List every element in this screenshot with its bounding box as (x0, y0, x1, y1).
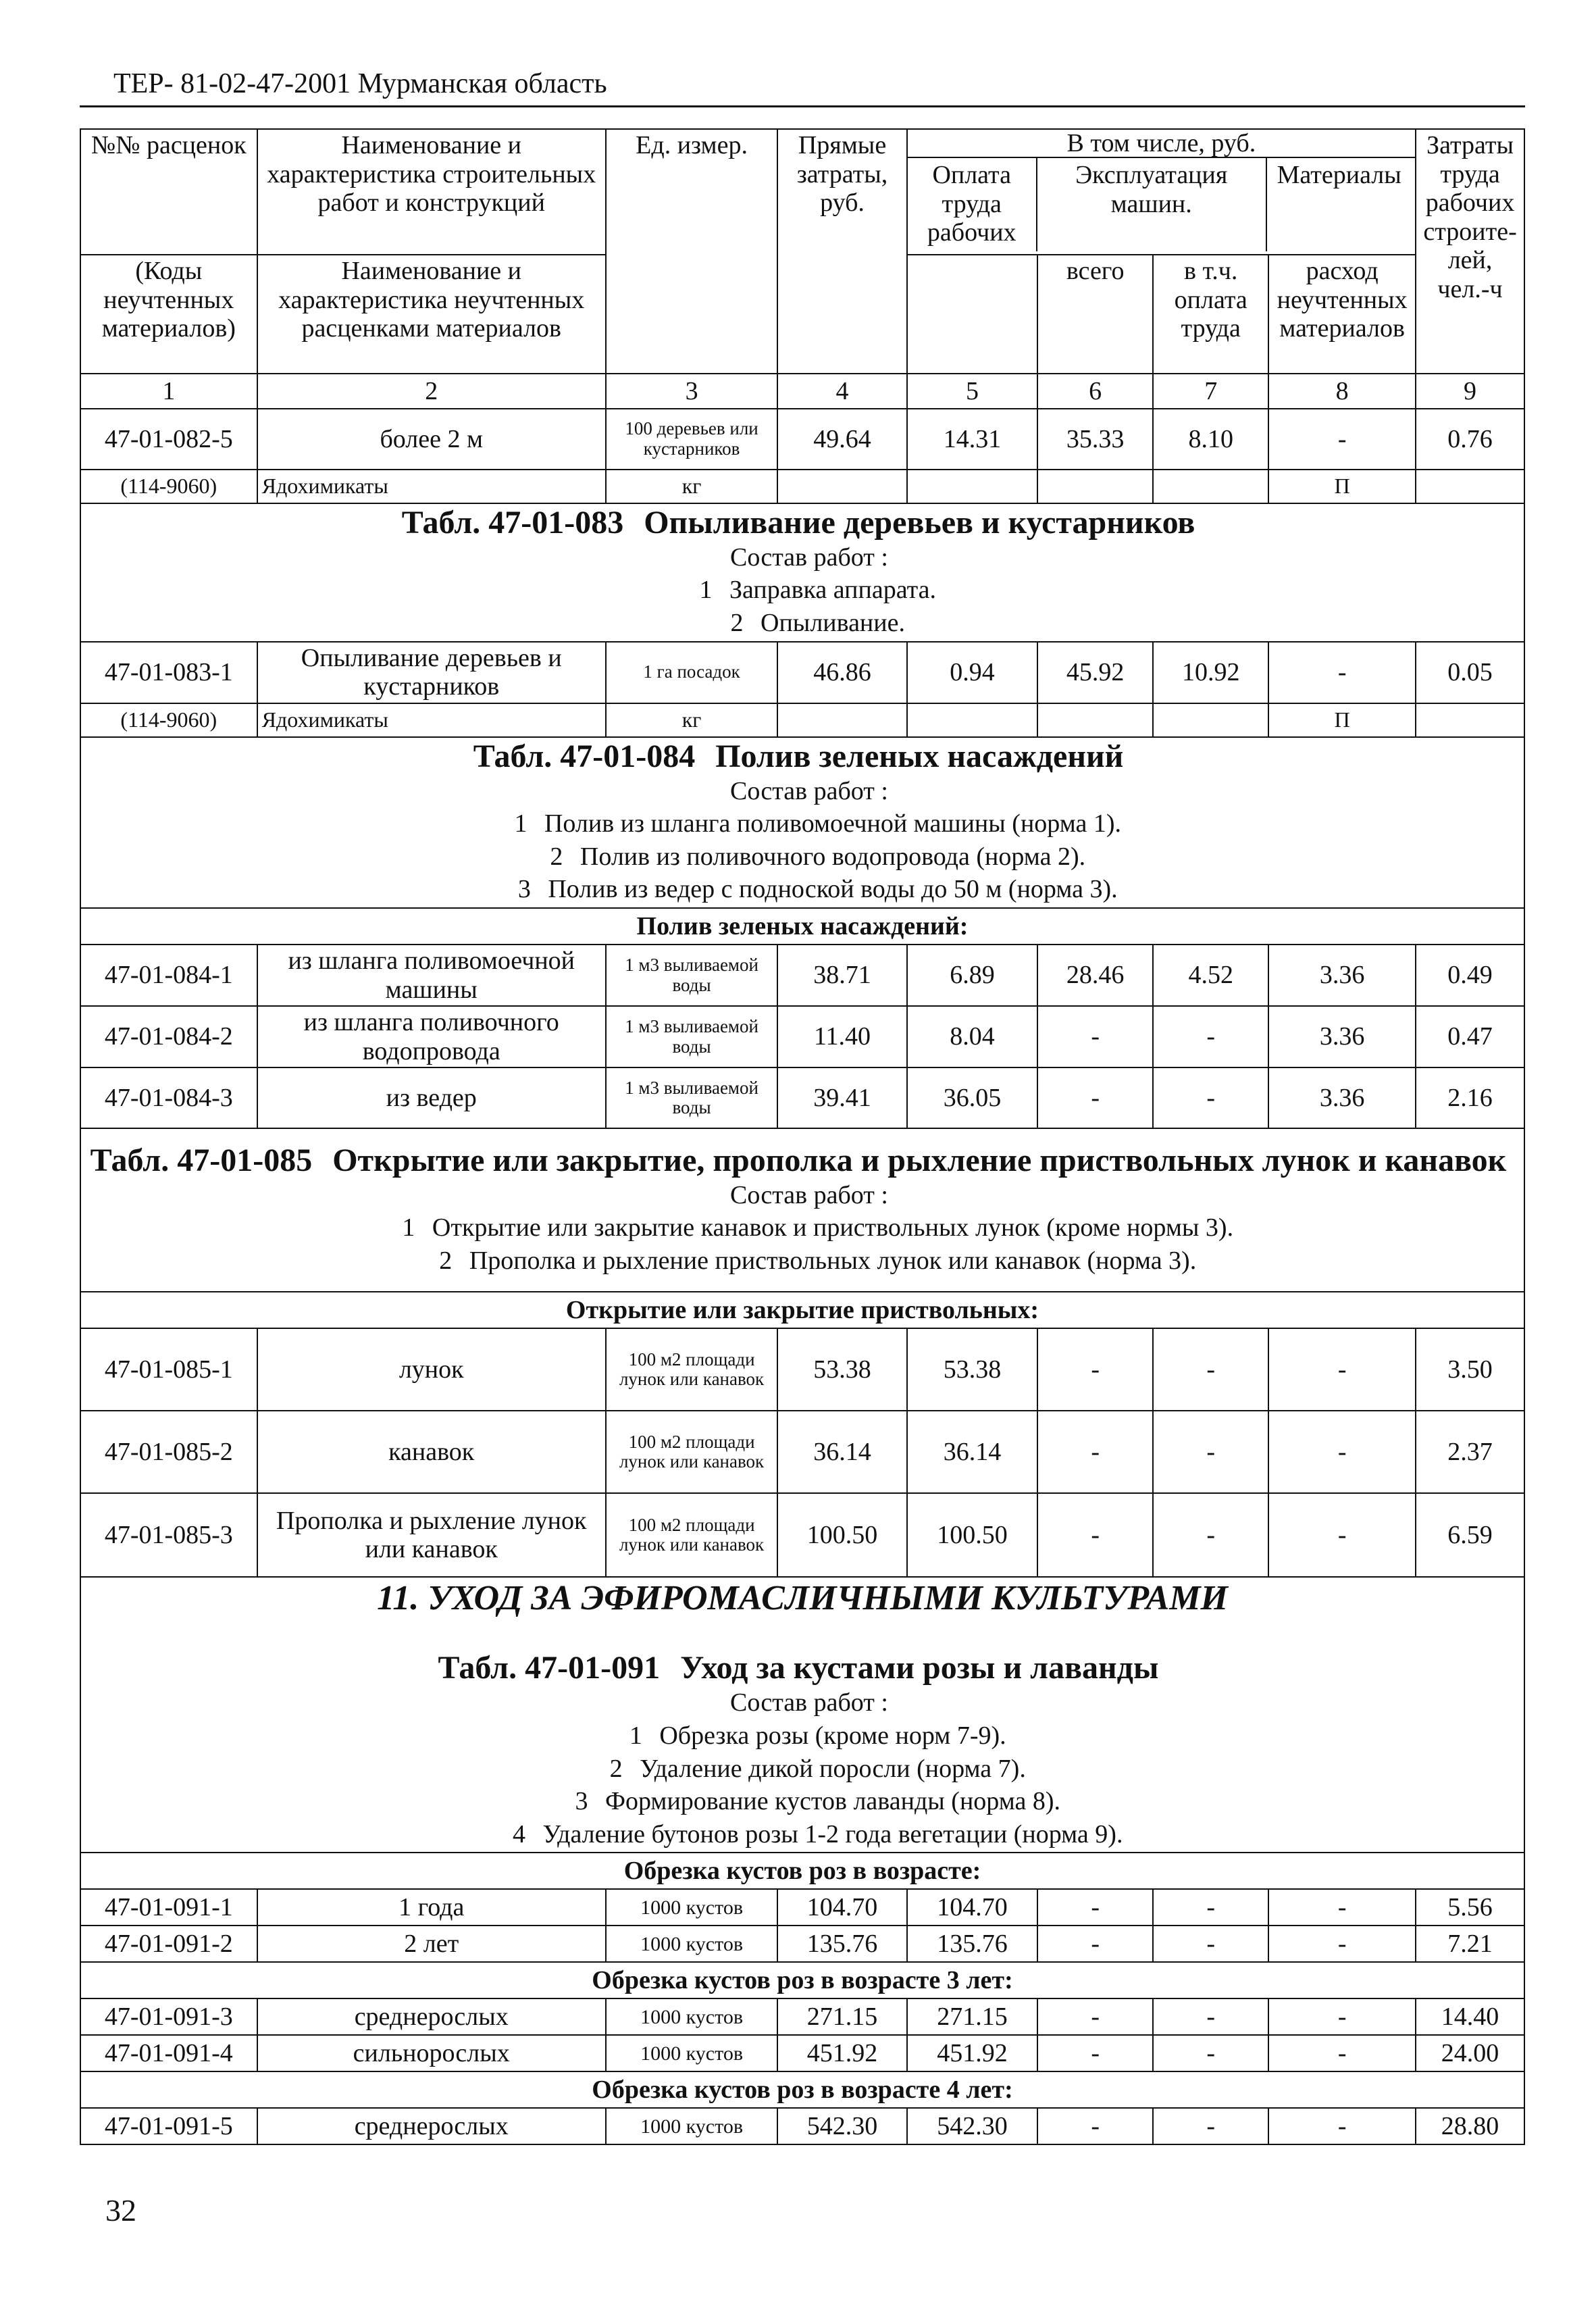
col8-header-top: Материалы (1277, 161, 1401, 189)
machines-total: - (1037, 1411, 1153, 1493)
labor-hours: 24.00 (1416, 2035, 1524, 2071)
direct-costs: 49.64 (777, 409, 906, 470)
table-083-title: Табл. 47-01-083 Опыливание деревьев и кустарников (401, 505, 1195, 540)
machines-labor: - (1153, 2108, 1268, 2144)
unit: 1000 кустов (606, 1926, 778, 1962)
direct-costs: 38.71 (777, 945, 906, 1006)
work-name: из ведер (257, 1067, 606, 1128)
table-row (80, 1493, 1524, 1577)
labor-hours: 3.50 (1416, 1328, 1524, 1411)
section-heading: 11. УХОД ЗА ЭФИРОМАСЛИЧНЫМИ КУЛЬТУРАМИ (377, 1579, 1228, 1618)
machines-labor: - (1153, 1493, 1268, 1577)
work-item: 1 Обрезка розы (кроме норм 7-9). (629, 1721, 1006, 1750)
material-unit: кг (606, 703, 778, 737)
subheading: Обрезка кустов роз в возрасте 4 лет: (80, 2071, 1524, 2108)
table-084-section (80, 737, 1524, 908)
rates-table (80, 128, 1525, 2145)
material-code: (114-9060) (80, 470, 257, 503)
column-number: 1 (80, 374, 257, 409)
table-083-section (80, 503, 1524, 642)
col67-header: Эксплуатация машин. (1037, 158, 1267, 251)
machines-total: - (1037, 1328, 1153, 1411)
labor-pay: 542.30 (907, 2108, 1037, 2144)
machines-labor: - (1153, 2035, 1268, 2071)
machines-labor: 10.92 (1153, 642, 1268, 703)
direct-costs: 11.40 (777, 1006, 906, 1067)
machines-labor: - (1153, 1998, 1268, 2035)
composition-label: Состав работ : (730, 543, 888, 572)
materials: - (1268, 1998, 1416, 2035)
column-number: 4 (777, 374, 906, 409)
machines-total: - (1037, 2035, 1153, 2071)
column-number: 7 (1153, 374, 1268, 409)
col7-header: в т.ч. оплата труда (1153, 255, 1268, 374)
document-header: ТЕР- 81-02-47-2001 Мурманская область (113, 68, 607, 99)
labor-pay: 36.05 (907, 1067, 1037, 1128)
work-name: Прополка и рыхление лунок или канавок (257, 1493, 606, 1577)
work-item: 4 Удаление бутонов розы 1-2 года вегетации (норма 9). (513, 1819, 1123, 1848)
labor-pay: 14.31 (907, 409, 1037, 470)
materials: 3.36 (1268, 945, 1416, 1006)
machines-total: 45.92 (1037, 642, 1153, 703)
machines-labor: - (1153, 1067, 1268, 1128)
column-number: 5 (907, 374, 1037, 409)
work-item: 3 Полив из ведер с подноской воды до 50 м (норма 3). (517, 875, 1118, 904)
material-name: Ядохимикаты (257, 470, 606, 503)
material-row (80, 470, 1524, 503)
table-row (80, 409, 1524, 470)
labor-pay: 53.38 (907, 1328, 1037, 1411)
labor-pay: 100.50 (907, 1493, 1037, 1577)
work-item: 2 Опыливание. (730, 609, 905, 638)
direct-costs: 271.15 (777, 1998, 906, 2035)
work-name: из шланга поливомоечной машины (257, 945, 606, 1006)
unit: 1 м3 выливаемой воды (606, 945, 778, 1006)
materials: 3.36 (1268, 1006, 1416, 1067)
rate-code: 47-01-085-3 (80, 1493, 257, 1577)
rate-code: 47-01-085-2 (80, 1411, 257, 1493)
unit: 1000 кустов (606, 1998, 778, 2035)
work-name: из шланга поливочного водопровода (257, 1006, 606, 1067)
machines-total: - (1037, 1889, 1153, 1926)
machines-total: - (1037, 1493, 1153, 1577)
direct-costs: 46.86 (777, 642, 906, 703)
header-rule (80, 105, 1525, 107)
unit: 1 м3 выливаемой воды (606, 1067, 778, 1128)
materials: - (1268, 642, 1416, 703)
direct-costs: 104.70 (777, 1889, 906, 1926)
labor-hours: 2.37 (1416, 1411, 1524, 1493)
column-number: 9 (1416, 374, 1524, 409)
machines-total: - (1037, 1998, 1153, 2035)
work-item: 1 Открытие или закрытие канавок и приствольных лунок (кроме нормы 3). (402, 1213, 1234, 1242)
work-item: 3 Формирование кустов лаванды (норма 8). (575, 1787, 1061, 1816)
work-name: 2 лет (257, 1926, 606, 1962)
table-row (80, 642, 1524, 703)
table-row (80, 1926, 1524, 1962)
table-row (80, 1006, 1524, 1067)
group-header: В том числе, руб. (908, 130, 1415, 158)
work-name: сильнорослых (257, 2035, 606, 2071)
col4-header: Прямые затраты, руб. (777, 129, 906, 374)
table-row (80, 945, 1524, 1006)
material-row (80, 703, 1524, 737)
materials: - (1268, 1411, 1416, 1493)
work-item: 2 Удаление дикой поросли (норма 7). (609, 1754, 1026, 1783)
rate-code: 47-01-084-3 (80, 1067, 257, 1128)
table-084-title: Табл. 47-01-084 Полив зеленых насаждений (473, 738, 1124, 774)
machines-total: 28.46 (1037, 945, 1153, 1006)
labor-pay: 135.76 (907, 1926, 1037, 1962)
labor-hours: 7.21 (1416, 1926, 1524, 1962)
labor-hours: 5.56 (1416, 1889, 1524, 1926)
table-row (80, 2108, 1524, 2144)
labor-pay: 36.14 (907, 1411, 1037, 1493)
col5-header-blank (907, 255, 1037, 374)
machines-labor: - (1153, 1006, 1268, 1067)
subheading: Открытие или закрытие приствольных: (80, 1292, 1524, 1328)
column-number: 8 (1268, 374, 1416, 409)
unit: 1 га посадок (606, 642, 778, 703)
work-name: среднерослых (257, 2108, 606, 2144)
work-item: 2 Полив из поливочного водопровода (норма 2). (550, 842, 1086, 871)
unit: 100 м2 площади лунок или канавок (606, 1411, 778, 1493)
work-name: лунок (257, 1328, 606, 1411)
labor-hours: 0.47 (1416, 1006, 1524, 1067)
materials: - (1268, 409, 1416, 470)
col2-header-top: Наименование и характеристика строительных работ и конструкций (257, 129, 606, 255)
table-091-section (80, 1577, 1524, 1853)
direct-costs: 100.50 (777, 1493, 906, 1577)
rate-code: 47-01-091-5 (80, 2108, 257, 2144)
table-091-title: Табл. 47-01-091 Уход за кустами розы и лаванды (438, 1650, 1159, 1686)
subheading-row (80, 1853, 1524, 1889)
unit: 100 м2 площади лунок или канавок (606, 1328, 778, 1411)
rate-code: 47-01-091-1 (80, 1889, 257, 1926)
composition-label: Состав работ : (730, 1688, 888, 1717)
material-mark: П (1268, 470, 1416, 503)
rate-code: 47-01-091-4 (80, 2035, 257, 2071)
col5-header: Оплата труда рабочих (908, 158, 1037, 251)
labor-pay: 104.70 (907, 1889, 1037, 1926)
composition-label: Состав работ : (730, 1180, 888, 1209)
materials: - (1268, 2035, 1416, 2071)
material-name: Ядохимикаты (257, 703, 606, 737)
subheading-row (80, 2071, 1524, 2108)
labor-pay: 451.92 (907, 2035, 1037, 2071)
material-unit: кг (606, 470, 778, 503)
rate-code: 47-01-083-1 (80, 642, 257, 703)
machines-total: - (1037, 1006, 1153, 1067)
materials: - (1268, 1328, 1416, 1411)
machines-total: 35.33 (1037, 409, 1153, 470)
material-mark: П (1268, 703, 1416, 737)
table-row (80, 2035, 1524, 2071)
col9-header: Затраты труда рабочих строите-лей, чел.-ч (1416, 129, 1524, 374)
table-row (80, 1889, 1524, 1926)
subheading-row (80, 908, 1524, 945)
header-row-top (80, 129, 1524, 255)
machines-labor: - (1153, 1889, 1268, 1926)
rate-code: 47-01-084-2 (80, 1006, 257, 1067)
machines-labor: - (1153, 1411, 1268, 1493)
direct-costs: 542.30 (777, 2108, 906, 2144)
column-number: 2 (257, 374, 606, 409)
unit: 1000 кустов (606, 2035, 778, 2071)
work-name: Опыливание деревьев и кустарников (257, 642, 606, 703)
column-number: 3 (606, 374, 778, 409)
subheading-row (80, 1962, 1524, 1998)
group-header-cell (907, 129, 1416, 255)
rate-code: 47-01-091-3 (80, 1998, 257, 2035)
table-085-title: Табл. 47-01-085 Открытие или закрытие, прополка и рыхление приствольных лунок и канавок (90, 1142, 1507, 1178)
work-item: 1 Полив из шланга поливомоечной машины (норма 1). (514, 809, 1122, 838)
column-number: 6 (1037, 374, 1153, 409)
labor-hours: 0.05 (1416, 642, 1524, 703)
col6-header: всего (1037, 255, 1153, 374)
machines-total: - (1037, 1926, 1153, 1962)
machines-labor: - (1153, 1328, 1268, 1411)
table-row (80, 1067, 1524, 1128)
materials: - (1268, 2108, 1416, 2144)
labor-hours: 28.80 (1416, 2108, 1524, 2144)
direct-costs: 36.14 (777, 1411, 906, 1493)
materials: 3.36 (1268, 1067, 1416, 1128)
machines-labor: - (1153, 1926, 1268, 1962)
machines-labor: 4.52 (1153, 945, 1268, 1006)
work-name: более 2 м (257, 409, 606, 470)
table-row (80, 1411, 1524, 1493)
rate-code: 47-01-091-2 (80, 1926, 257, 1962)
subheading-row (80, 1292, 1524, 1328)
labor-pay: 0.94 (907, 642, 1037, 703)
rate-code: 47-01-082-5 (80, 409, 257, 470)
unit: 1000 кустов (606, 2108, 778, 2144)
composition-label: Состав работ : (730, 776, 888, 805)
unit: 1000 кустов (606, 1889, 778, 1926)
work-name: 1 года (257, 1889, 606, 1926)
direct-costs: 135.76 (777, 1926, 906, 1962)
col1-header-top: №№ расценок (80, 129, 257, 255)
work-name: среднерослых (257, 1998, 606, 2035)
labor-hours: 0.49 (1416, 945, 1524, 1006)
col8-header-bottom: расход неучтенных материалов (1268, 255, 1416, 374)
table-row (80, 1328, 1524, 1411)
work-name: канавок (257, 1411, 606, 1493)
col1-header-bottom: (Коды неучтенных материалов) (80, 255, 257, 374)
machines-total: - (1037, 2108, 1153, 2144)
col2-header-bottom: Наименование и характеристика неучтенных расценками материалов (257, 255, 606, 374)
work-item: 2 Прополка и рыхление приствольных лунок или канавок (норма 3). (439, 1246, 1197, 1275)
unit: 1 м3 выливаемой воды (606, 1006, 778, 1067)
unit: 100 деревьев или кустарников (606, 409, 778, 470)
table-085-section (80, 1128, 1524, 1292)
labor-pay: 6.89 (907, 945, 1037, 1006)
table-row (80, 1998, 1524, 2035)
labor-hours: 2.16 (1416, 1067, 1524, 1128)
rate-code: 47-01-084-1 (80, 945, 257, 1006)
page-number: 32 (105, 2193, 136, 2228)
subheading: Обрезка кустов роз в возрасте: (80, 1853, 1524, 1889)
labor-pay: 8.04 (907, 1006, 1037, 1067)
col3-header: Ед. измер. (606, 129, 778, 374)
direct-costs: 53.38 (777, 1328, 906, 1411)
materials: - (1268, 1926, 1416, 1962)
subheading: Полив зеленых насаждений: (80, 908, 1524, 945)
labor-hours: 6.59 (1416, 1493, 1524, 1577)
column-numbers-row (80, 374, 1524, 409)
machines-labor: 8.10 (1153, 409, 1268, 470)
materials: - (1268, 1493, 1416, 1577)
machines-total: - (1037, 1067, 1153, 1128)
materials: - (1268, 1889, 1416, 1926)
labor-pay: 271.15 (907, 1998, 1037, 2035)
material-code: (114-9060) (80, 703, 257, 737)
labor-hours: 14.40 (1416, 1998, 1524, 2035)
subheading: Обрезка кустов роз в возрасте 3 лет: (80, 1962, 1524, 1998)
direct-costs: 39.41 (777, 1067, 906, 1128)
direct-costs: 451.92 (777, 2035, 906, 2071)
unit: 100 м2 площади лунок или канавок (606, 1493, 778, 1577)
work-item: 1 Заправка аппарата. (699, 576, 937, 605)
labor-hours: 0.76 (1416, 409, 1524, 470)
rate-code: 47-01-085-1 (80, 1328, 257, 1411)
